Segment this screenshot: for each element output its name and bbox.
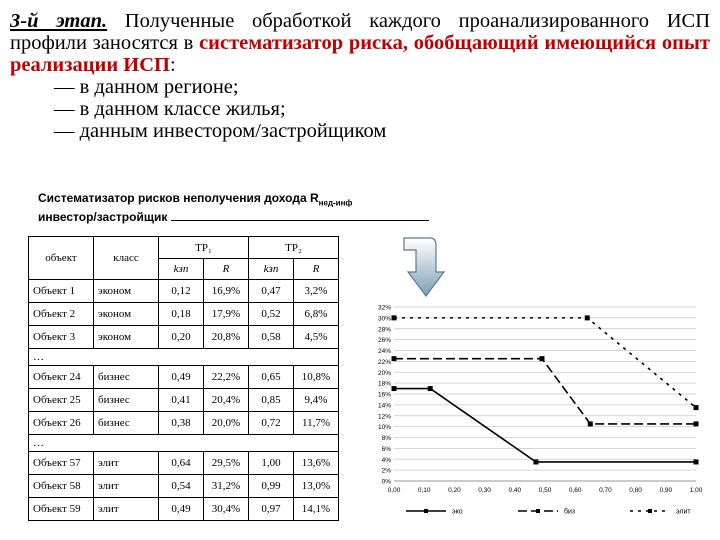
bullet-region: — в данном регионе; bbox=[54, 76, 239, 98]
y-tick-label: 0% bbox=[381, 478, 391, 486]
intro-highlight: систематизатор риска, обобщающий имеющийся опыт реализации ИСП bbox=[10, 32, 710, 76]
ellipsis-cell: … bbox=[29, 435, 339, 452]
x-tick-label: 0,50 bbox=[538, 487, 552, 494]
series-point-1 bbox=[392, 386, 397, 391]
r1-cell: 29,5% bbox=[204, 452, 249, 475]
y-tick-label: 8% bbox=[381, 435, 391, 442]
r1-cell: 17,9% bbox=[204, 303, 249, 326]
y-tick-label: 10% bbox=[377, 424, 391, 432]
class-cell: элит bbox=[94, 498, 159, 521]
object-cell: Объект 59 bbox=[29, 498, 94, 521]
x-tick-label: 0,90 bbox=[659, 487, 673, 494]
y-tick-label: 12% bbox=[377, 413, 391, 421]
header-k2: kзп bbox=[249, 259, 294, 280]
k1-cell: 0,18 bbox=[159, 303, 204, 326]
x-tick-label: 0,10 bbox=[417, 487, 431, 494]
class-cell: эконом bbox=[94, 326, 159, 349]
r2-cell: 11,7% bbox=[294, 412, 339, 435]
header-r2: R bbox=[294, 259, 339, 280]
class-cell: бизнес bbox=[94, 366, 159, 389]
table-body bbox=[29, 280, 339, 521]
header-k1: kзп bbox=[159, 259, 204, 280]
stage-label: 3-й этап. bbox=[10, 10, 108, 32]
header-tp1: ТР₁ bbox=[159, 237, 249, 259]
series-point-2 bbox=[539, 356, 544, 361]
y-tick-label: 32% bbox=[377, 304, 391, 312]
class-cell: эконом bbox=[94, 280, 159, 303]
k2-cell: 0,47 bbox=[249, 280, 294, 303]
k2-cell: 0,97 bbox=[249, 498, 294, 521]
r1-cell: 31,2% bbox=[204, 475, 249, 498]
k1-cell: 0,20 bbox=[159, 326, 204, 349]
intro-paragraph bbox=[10, 10, 710, 76]
series-point-3 bbox=[694, 405, 699, 410]
table-row bbox=[29, 326, 339, 349]
series-point-2 bbox=[392, 356, 397, 361]
class-cell: бизнес bbox=[94, 412, 159, 435]
k2-cell: 1,00 bbox=[249, 452, 294, 475]
series-line-1 bbox=[394, 389, 696, 462]
down-arrow-icon bbox=[400, 236, 448, 300]
r2-cell: 13,0% bbox=[294, 475, 339, 498]
y-tick-label: 24% bbox=[377, 348, 391, 355]
r1-cell: 20,8% bbox=[204, 326, 249, 349]
class-cell: эконом bbox=[94, 303, 159, 326]
k2-cell: 0,72 bbox=[249, 412, 294, 435]
blank-underline bbox=[171, 211, 429, 221]
legend-label-2: биз bbox=[564, 508, 576, 516]
series-point-1 bbox=[428, 386, 433, 391]
r2-cell: 14,1% bbox=[294, 498, 339, 521]
table-ellipsis-row bbox=[29, 435, 339, 452]
bullet-class: — в данном классе жилья; bbox=[54, 98, 286, 120]
r1-cell: 20,4% bbox=[204, 389, 249, 412]
systematizer-title-line2: инвестор/застройщик bbox=[38, 210, 168, 225]
r1-cell: 16,9% bbox=[204, 280, 249, 303]
series-point-1 bbox=[694, 459, 699, 464]
x-tick-label: 1,00 bbox=[689, 487, 703, 494]
object-cell: Объект 58 bbox=[29, 475, 94, 498]
header-r1: R bbox=[204, 259, 249, 280]
object-cell: Объект 2 bbox=[29, 303, 94, 326]
y-tick-label: 18% bbox=[377, 380, 391, 388]
series-point-2 bbox=[588, 421, 593, 426]
systematizer-title-main: Систематизатор рисков неполучения дохода R bbox=[38, 191, 319, 205]
r2-cell: 13,6% bbox=[294, 452, 339, 475]
systematizer-title bbox=[38, 191, 429, 224]
series-point-3 bbox=[585, 315, 590, 320]
series-point-2 bbox=[694, 421, 699, 426]
legend-label-3: элит bbox=[676, 508, 691, 516]
r2-cell: 3,2% bbox=[294, 280, 339, 303]
legend-label-1: эко bbox=[452, 508, 463, 516]
y-tick-label: 30% bbox=[377, 315, 391, 323]
k1-cell: 0,49 bbox=[159, 498, 204, 521]
object-cell: Объект 1 bbox=[29, 280, 94, 303]
ellipsis-cell: … bbox=[29, 349, 339, 366]
series-point-1 bbox=[533, 459, 538, 464]
table-row bbox=[29, 475, 339, 498]
risk-chart bbox=[366, 297, 714, 525]
table-row bbox=[29, 366, 339, 389]
x-tick-label: 0,40 bbox=[508, 487, 522, 494]
systematizer-title-sub: нед-инф bbox=[318, 198, 353, 208]
k1-cell: 0,38 bbox=[159, 412, 204, 435]
series-line-2 bbox=[394, 359, 696, 424]
r2-cell: 4,5% bbox=[294, 326, 339, 349]
legend-marker-3 bbox=[648, 509, 652, 513]
legend-marker-2 bbox=[536, 509, 540, 513]
intro-text-2: : bbox=[170, 54, 176, 76]
r2-cell: 6,8% bbox=[294, 303, 339, 326]
k2-cell: 0,52 bbox=[249, 303, 294, 326]
r1-cell: 22,2% bbox=[204, 366, 249, 389]
k1-cell: 0,41 bbox=[159, 389, 204, 412]
object-cell: Объект 25 bbox=[29, 389, 94, 412]
k1-cell: 0,49 bbox=[159, 366, 204, 389]
table-row bbox=[29, 498, 339, 521]
x-tick-label: 0,30 bbox=[478, 487, 491, 494]
k2-cell: 0,85 bbox=[249, 389, 294, 412]
x-tick-label: 0,60 bbox=[568, 487, 582, 494]
k1-cell: 0,64 bbox=[159, 452, 204, 475]
table-row bbox=[29, 303, 339, 326]
y-tick-label: 6% bbox=[381, 445, 391, 453]
y-tick-label: 20% bbox=[377, 369, 391, 377]
y-tick-label: 28% bbox=[377, 326, 391, 334]
x-tick-label: 0,20 bbox=[448, 487, 461, 494]
object-cell: Объект 26 bbox=[29, 412, 94, 435]
legend-marker-1 bbox=[424, 509, 428, 513]
class-cell: элит bbox=[94, 475, 159, 498]
table-row bbox=[29, 280, 339, 303]
r2-cell: 10,8% bbox=[294, 366, 339, 389]
object-cell: Объект 57 bbox=[29, 452, 94, 475]
bullet-investor: — данным инвестором/застройщиком bbox=[54, 120, 387, 142]
table-ellipsis-row bbox=[29, 349, 339, 366]
class-cell: элит bbox=[94, 452, 159, 475]
x-tick-label: 0,80 bbox=[629, 487, 642, 494]
table-row bbox=[29, 452, 339, 475]
k1-cell: 0,12 bbox=[159, 280, 204, 303]
intro-text bbox=[10, 10, 710, 142]
object-cell: Объект 24 bbox=[29, 366, 94, 389]
header-object: объект bbox=[29, 237, 94, 280]
intro-text-1: Полученные обработкой каждого проанализированного ИСП профили заносятся в bbox=[10, 10, 711, 54]
object-cell: Объект 3 bbox=[29, 326, 94, 349]
r2-cell: 9,4% bbox=[294, 389, 339, 412]
y-tick-label: 14% bbox=[377, 402, 391, 410]
table-row bbox=[29, 412, 339, 435]
r1-cell: 20,0% bbox=[204, 412, 249, 435]
k2-cell: 0,65 bbox=[249, 366, 294, 389]
x-tick-label: 0,70 bbox=[599, 487, 612, 494]
y-tick-label: 2% bbox=[381, 467, 391, 475]
y-tick-label: 4% bbox=[381, 456, 391, 464]
header-tp2: ТР₂ bbox=[249, 237, 339, 259]
r1-cell: 30,4% bbox=[204, 498, 249, 521]
table-header-row bbox=[29, 237, 339, 259]
risk-table bbox=[28, 236, 339, 521]
series-point-3 bbox=[392, 315, 397, 320]
y-tick-label: 22% bbox=[377, 358, 391, 366]
k1-cell: 0,54 bbox=[159, 475, 204, 498]
y-tick-label: 16% bbox=[377, 391, 391, 399]
class-cell: бизнес bbox=[94, 389, 159, 412]
header-class: класс bbox=[94, 237, 159, 280]
x-tick-label: 0,00 bbox=[387, 487, 401, 494]
y-tick-label: 26% bbox=[377, 337, 391, 345]
k2-cell: 0,58 bbox=[249, 326, 294, 349]
k2-cell: 0,99 bbox=[249, 475, 294, 498]
table-row bbox=[29, 389, 339, 412]
